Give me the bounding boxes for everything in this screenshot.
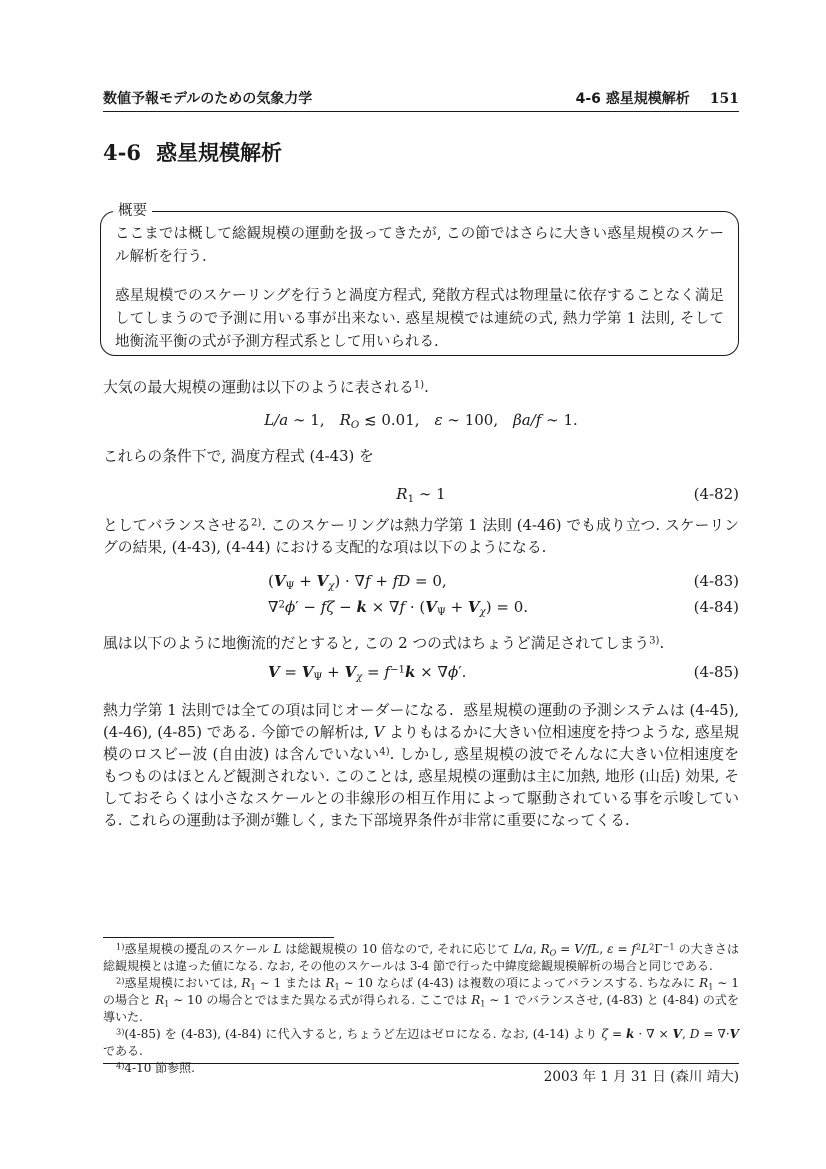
equation-4-82 [103, 483, 739, 507]
footnote: $^{1)}$惑星規模の擾乱のスケール L は総観規模の 10 倍なので, それに応じて L/a, $R_O = V/fL$, $\varepsilon = f^2L^2\Gamma^{-1}$ の大きさは総観規模とは違った値になる. なお, その他のスケールは 3-4 節で行った中緯度総観規模解析の場合と同じである. [103, 941, 739, 973]
page-footer [103, 1069, 739, 1086]
section-heading-text: 惑星規模解析 [155, 141, 282, 165]
body-paragraph: 大気の最大規模の運動は以下のように表される$^{1)}$. [103, 379, 429, 396]
equation-4-84 [103, 596, 739, 620]
equation-content: $R_1$ ∼ 1 [396, 485, 446, 506]
footnote-rule [103, 937, 334, 938]
equation-content: $(V_\Psi + V_\chi) \cdot \nabla f$ + fD = 0, [268, 572, 447, 593]
equation-number: (4-84) [693, 598, 739, 616]
equation-number: (4-85) [693, 663, 739, 681]
equation-content: $V = V_\Psi + V_\chi = f^{-1}k \times \nabla\phi'$. [268, 663, 467, 684]
header-section-label: 4-6 惑星規模解析 [575, 91, 690, 107]
section-number: 4-6 [103, 140, 141, 165]
body-paragraph: としてバランスさせる$^{2)}$. このスケーリングは熱力学第 1 法則 (4-46) でも成り立つ. スケーリングの結果, (4-43), (4-44) における支配的な項は以下のようになる. [103, 517, 739, 556]
page-number: 151 [709, 91, 739, 107]
equation-scales [103, 409, 739, 433]
section-title [103, 141, 282, 165]
abstract-paragraph: 惑星規模でのスケーリングを行うと渦度方程式, 発散方程式は物理量に依存することなく満足してしまうので予測に用いる事が出来ない. 惑星規模では連続の式, 熱力学第 1 法則, そして地衡流平衡の式が予測方程式系として用いられる. [115, 288, 724, 350]
abstract-label: 概要 [113, 202, 152, 221]
equation-4-85 [103, 661, 739, 685]
page-header [103, 91, 739, 112]
equation-4-83 [103, 570, 739, 594]
equation-number: (4-82) [693, 485, 739, 503]
footer-date: 2003 年 1 月 31 日 (森川 靖大) [543, 1069, 739, 1085]
equation-number: (4-83) [693, 572, 739, 590]
footnotes-block [103, 941, 739, 1077]
footnote: $^{3)}$(4-85) を (4-83), (4-84) に代入すると, ちょうど左辺はゼロになる. なお, (4-14) より ζ = k · ∇ × V, D = ∇·V である. [103, 1026, 739, 1058]
header-running-title: 数値予報モデルのための気象力学 [103, 91, 313, 107]
footer-rule [103, 1063, 739, 1064]
body-paragraph: 風は以下のように地衡流的だとすると, この 2 つの式はちょうど満足されてしまう$^{3)}$. [103, 635, 665, 652]
abstract-paragraph: ここまでは概して総観規模の運動を扱ってきたが, この節ではさらに大きい惑星規模のスケール解析を行う. [115, 226, 724, 265]
body-paragraph: 熱力学第 1 法則では全ての項は同じオーダーになる. 惑星規模の運動の予測システムは (4-45), (4-46), (4-85) である. 今節での解析は, V よりもはるかに大きい位相速度を持つような, 惑星規模のロスビー波 (自由波) は含んでいない$^{4)}$. しかし, 惑星規模の波でそんなに大きい位相速度をもつものはほとんど観測されない. このことは, 惑星規模の運動は主に加熱, 地形 (山岳) 効果, そしておそらくは小さなスケールとの非線形の相互作用によって駆動されている事を示唆している. これらの運動は予測が難しく, また下部境界条件が非常に重要になってくる. [103, 702, 739, 829]
header-section-ref [576, 91, 739, 107]
abstract-box [100, 203, 739, 356]
footnote: $^{2)}$惑星規模においては, $R_1$ ∼ 1 または $R_1$ ∼ 10 ならば (4-43) は複数の項によってバランスする. ちなみに $R_1$ ∼ 1 の場合と $R_1$ ∼ 10 の場合とではまた異なる式が得られる. ここでは $R_1$ ∼ 1 でバランスさせ, (4-83) と (4-84) の式を導いた. [103, 975, 739, 1024]
equation-content: $\nabla^2\phi' - f\zeta - k \times \nabla f \cdot (V_\Psi + V_\chi) = 0$. [268, 598, 529, 619]
equation-content: L/a ∼ 1, $R_O$ ≲ 0.01, ε ∼ 100, βa/f ∼ 1. [264, 411, 578, 432]
footnote: $^{4)}$4-10 節参照. [116, 1060, 195, 1075]
body-paragraph: これらの条件下で, 渦度方程式 (4-43) を [103, 448, 374, 465]
